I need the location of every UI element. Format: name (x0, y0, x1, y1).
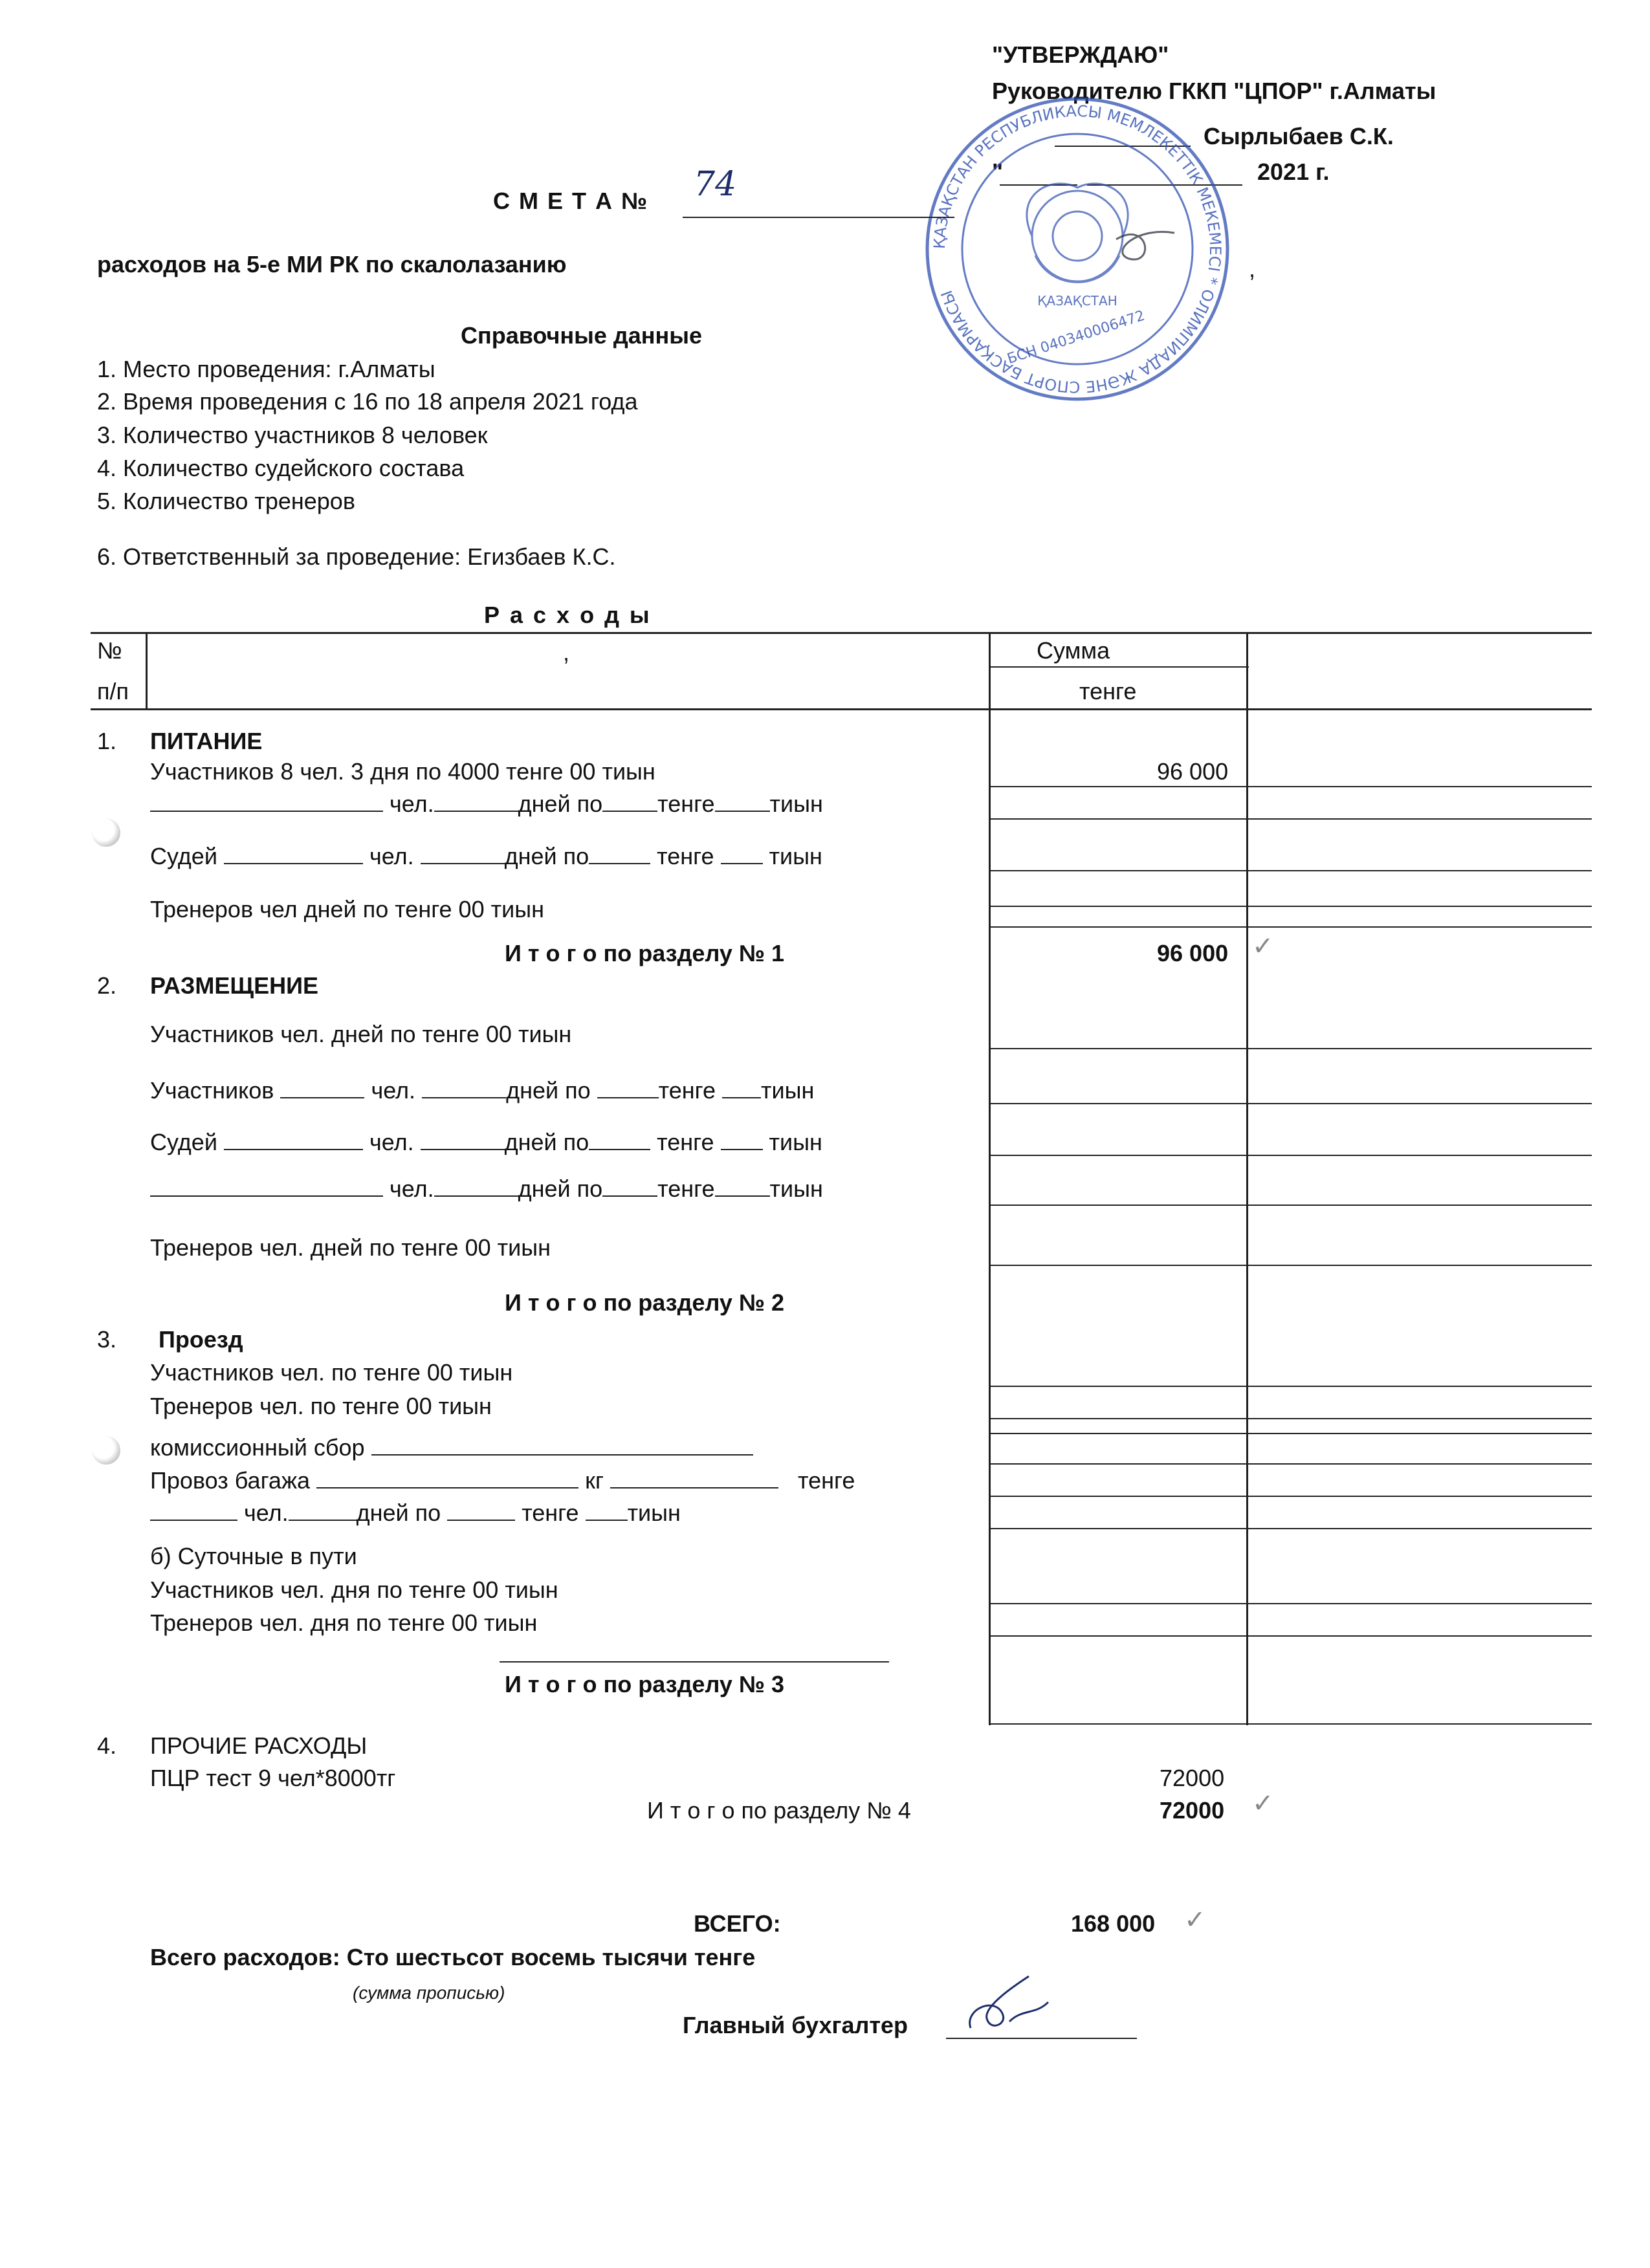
expenses-title: Р а с х о д ы (484, 602, 652, 628)
section3-row-coaches: Тренеров чел. по тенге 00 тиын (150, 1393, 492, 1419)
approval-date-quote: " (992, 158, 1004, 185)
section3-line-3 (990, 1433, 1592, 1434)
stray-comma-mark: , (1249, 256, 1256, 282)
col-header-desc-mark: , (563, 639, 570, 666)
grand-total-label: ВСЕГО: (694, 1910, 781, 1937)
section4-check-mark: ✓ (1252, 1789, 1274, 1818)
section3-line-6 (990, 1528, 1592, 1529)
section2-line-4 (990, 1205, 1592, 1206)
table-header-bottom-border (91, 708, 1592, 710)
section3-line-5 (990, 1496, 1592, 1497)
section2-title: РАЗМЕЩЕНИЕ (150, 972, 318, 999)
approval-handwritten-signature (1116, 232, 1174, 259)
section4-row-pcr: ПЦР тест 9 чел*8000тг (150, 1765, 396, 1791)
section2-line-3 (990, 1155, 1592, 1156)
section2-line-2 (990, 1103, 1592, 1104)
section4-number: 4. (97, 1732, 117, 1759)
table-col-divider-no (146, 632, 148, 708)
section2-row-blank: чел. дней по тенге тиын (150, 1175, 823, 1203)
section3-row-daily-participants: Участников чел. дня по тенге 00 тиын (150, 1576, 558, 1603)
section3-row-commission: комиссионный сбор (150, 1434, 753, 1461)
punch-hole-upper (92, 818, 120, 847)
official-seal-stamp (903, 97, 1252, 401)
approval-title: "УТВЕРЖДАЮ" (992, 41, 1169, 68)
section1-row-blank: чел. дней по тенге тиын (150, 791, 823, 818)
reference-item-responsible: 6. Ответственный за проведение: Егизбаев К.С. (97, 543, 616, 570)
smeta-number-handwritten: 74 (694, 165, 737, 204)
section3-line-9 (990, 1723, 1592, 1725)
section1-row-participants: Участников 8 чел. 3 дня по 4000 тенге 00 тиын (150, 758, 655, 785)
section3-total-label: И т о г о по разделу № 3 (505, 1671, 785, 1697)
section1-line-5 (990, 926, 1592, 928)
section3-line-8 (990, 1635, 1592, 1637)
section1-total-sum: 96 000 (1157, 940, 1229, 966)
col-header-sum: Сумма (1037, 637, 1110, 664)
col-header-tenge: тенге (1079, 678, 1137, 704)
section2-row-participants-blank: Участников чел. дней по тенге тиын (150, 1077, 815, 1104)
section2-number: 2. (97, 972, 117, 999)
reference-title: Справочные данные (461, 322, 703, 349)
approval-signer-name: Сырлыбаев С.К. (1204, 123, 1394, 149)
smeta-title: С М Е Т А № (493, 188, 649, 214)
total-in-words-note: (сумма прописью) (353, 1983, 505, 2003)
section3-row-daily-allowance: б) Суточные в пути (150, 1543, 357, 1569)
section1-line-2 (990, 818, 1592, 820)
chief-accountant-signature (958, 1970, 1061, 2041)
section4-title: ПРОЧИЕ РАСХОДЫ (150, 1732, 368, 1759)
section3-line-4 (990, 1463, 1592, 1465)
section2-line-5 (990, 1265, 1592, 1266)
smeta-purpose: расходов на 5-е МИ РК по скалолазанию (97, 251, 567, 278)
section3-number: 3. (97, 1326, 117, 1353)
section2-row-participants: Участников чел. дней по тенге 00 тиын (150, 1021, 572, 1047)
grand-total-check-mark: ✓ (1184, 1906, 1206, 1934)
total-in-words: Всего расходов: Сто шестьсот восемь тысячи тенге (150, 1944, 756, 1970)
approval-date-year: 2021 г. (1257, 158, 1330, 185)
section3-row-participants: Участников чел. по тенге 00 тиын (150, 1359, 513, 1386)
approval-director: Руководителю ГККП "ЦПОР" г.Алматы (992, 78, 1436, 104)
table-sum-header-divider (990, 666, 1249, 668)
reference-item-participants: 3. Количество участников 8 человек (97, 422, 488, 448)
section4-total-label: И т о г о по разделу № 4 (647, 1797, 911, 1824)
section2-line-1 (990, 1048, 1592, 1049)
section1-total-label: И т о г о по разделу № 1 (505, 940, 785, 966)
section3-line-7 (990, 1603, 1592, 1604)
section3-row-days: чел. дней по тенге тиын (150, 1499, 681, 1527)
section2-row-coaches: Тренеров чел. дней по тенге 00 тиын (150, 1234, 551, 1261)
reference-item-place: 1. Место проведения: г.Алматы (97, 356, 435, 382)
seal-outer-text: ҚАЗАҚСТАН РЕСПУБЛИКАСЫ МЕМЛЕКЕТТІК МЕКЕМЕСІ * ОЛИМПИАДА ЖӘНЕ СПОРТ БАСҚАРМАСЫ (930, 102, 1225, 397)
section1-number: 1. (97, 728, 117, 754)
section2-row-judges: Судей чел. дней по тенге тиын (150, 1129, 822, 1155)
punch-hole-lower (92, 1436, 120, 1465)
section3-line-1 (990, 1386, 1592, 1387)
section1-row-judges: Судей чел. дней по тенге тиын (150, 843, 822, 869)
seal-country-text: ҚАЗАҚСТАН (1037, 293, 1117, 309)
reference-item-dates: 2. Время проведения с 16 по 18 апреля 2021 года (97, 388, 638, 415)
table-col-divider-desc (989, 632, 991, 1725)
smeta-number-line (683, 217, 954, 218)
section1-row-coaches: Тренеров чел дней по тенге 00 тиын (150, 896, 544, 922)
table-col-divider-sum (1246, 632, 1248, 1725)
col-header-pp: п/п (97, 678, 129, 704)
section2-total-label: И т о г о по разделу № 2 (505, 1289, 785, 1316)
section3-line-2 (990, 1418, 1592, 1419)
section3-title: Проезд (159, 1326, 243, 1353)
seal-bsn-text: БСН 040340006472 (1005, 307, 1147, 368)
col-header-no: № (97, 637, 122, 664)
section1-check-mark: ✓ (1252, 932, 1274, 961)
section3-total-overline (500, 1661, 889, 1663)
section4-total-sum: 72000 (1160, 1797, 1225, 1824)
section1-title: ПИТАНИЕ (150, 728, 263, 754)
section4-row-pcr-sum: 72000 (1160, 1765, 1225, 1791)
section1-line-3 (990, 870, 1592, 871)
section1-row-participants-sum: 96 000 (1157, 758, 1229, 785)
chief-accountant-label: Главный бухгалтер (683, 2012, 908, 2038)
reference-item-coaches: 5. Количество тренеров (97, 488, 355, 514)
table-top-border (91, 632, 1592, 634)
section3-row-daily-coaches: Тренеров чел. дня по тенге 00 тиын (150, 1609, 538, 1636)
reference-item-judges: 4. Количество судейского состава (97, 455, 465, 481)
section3-row-baggage: Провоз багажа кг тенге (150, 1467, 855, 1494)
grand-total-sum: 168 000 (1071, 1910, 1156, 1937)
section1-line-1 (990, 786, 1592, 787)
section1-line-4 (990, 906, 1592, 907)
